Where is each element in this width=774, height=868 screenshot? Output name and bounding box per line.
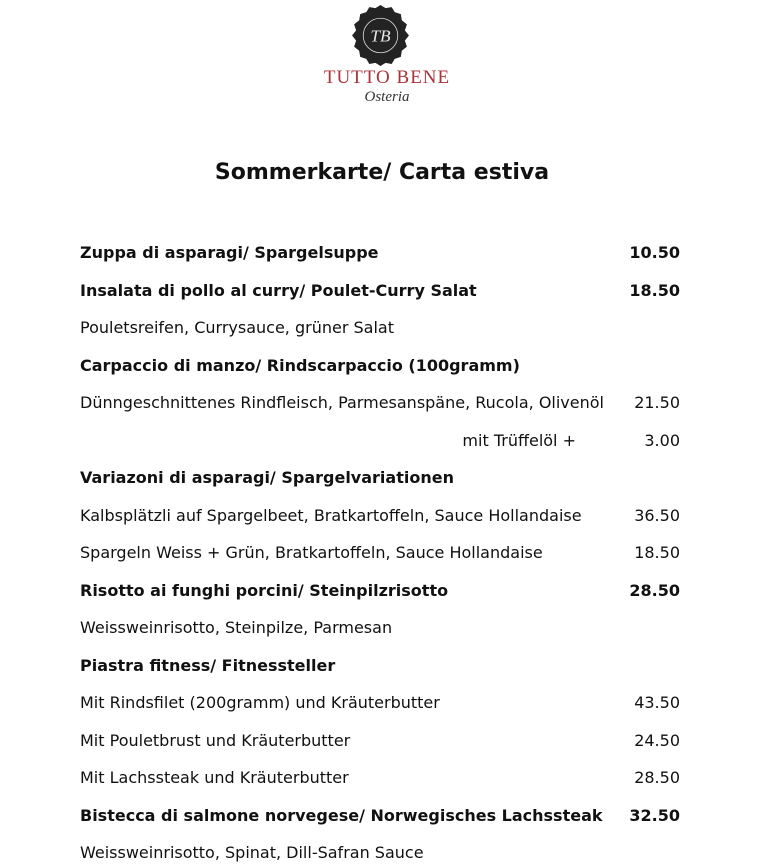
menu-item-heading (80, 353, 680, 379)
menu-item-line (80, 315, 680, 341)
menu-item-line (80, 390, 680, 416)
menu-item-line (80, 615, 680, 641)
menu-item-text: Piastra fitness/ Fitnessteller (80, 655, 336, 675)
menu-item-price: 28.50 (629, 580, 680, 600)
menu-item-heading (80, 278, 680, 304)
menu-item-text: Weissweinrisotto, Spinat, Dill-Safran Sauce (80, 843, 424, 862)
menu-item-line (80, 728, 680, 754)
menu-item-line (80, 840, 680, 866)
menu-item-text: Mit Pouletbrust und Kräuterbutter (80, 730, 351, 750)
menu-item-heading (80, 578, 680, 604)
logo-seal (348, 3, 413, 68)
menu-item-text: Mit Lachssteak und Kräuterbutter (80, 768, 349, 787)
menu-item-text: Variazoni di asparagi/ Spargelvariationen (80, 468, 454, 487)
menu-item-text: Pouletsreifen, Currysauce, grüner Salat (80, 318, 394, 337)
menu-item-heading (80, 653, 680, 679)
menu-item-text: mit Trüffelöl + (462, 430, 576, 450)
menu-item-line (80, 690, 680, 716)
menu-item-text: Carpaccio di manzo/ Rindscarpaccio (100gramm) (80, 355, 520, 375)
menu-item-price: 43.50 (634, 693, 680, 712)
menu-item-line (80, 428, 680, 454)
menu-item-heading (80, 240, 680, 266)
menu-item-price: 21.50 (634, 393, 680, 412)
menu-item-price: 24.50 (634, 730, 680, 750)
menu-item-price: 36.50 (634, 505, 680, 525)
menu-item-line (80, 503, 680, 529)
menu-item-text: Dünngeschnittenes Rindfleisch, Parmesanspäne, Rucola, Olivenöl (80, 393, 604, 412)
menu-item-price: 3.00 (644, 430, 680, 450)
logo-monogram: TB (370, 26, 391, 46)
menu-title: Sommerkarte/ Carta estiva (214, 160, 550, 185)
restaurant-name: TUTTO BENE (323, 67, 451, 88)
menu-item-line (80, 765, 680, 791)
menu-item-price: 18.50 (629, 280, 680, 300)
menu-item-text: Zuppa di asparagi/ Spargelsuppe (80, 243, 379, 262)
menu-item-price: 28.50 (634, 768, 680, 787)
menu-item-heading (80, 803, 680, 829)
menu-item-text: Kalbsplätzli auf Spargelbeet, Bratkartoffeln, Sauce Hollandaise (80, 505, 582, 525)
restaurant-subtitle: Osteria (364, 89, 410, 105)
menu-item-line (80, 540, 680, 566)
menu-item-text: Bistecca di salmone norvegese/ Norwegisches Lachssteak (80, 805, 603, 825)
menu-item-text: Spargeln Weiss + Grün, Bratkartoffeln, Sauce Hollandaise (80, 543, 543, 562)
menu-item-text: Risotto ai funghi porcini/ Steinpilzrisotto (80, 580, 449, 600)
menu-item-text: Insalata di pollo al curry/ Poulet-Curry Salat (80, 280, 477, 300)
menu-item-price: 32.50 (629, 805, 680, 825)
menu-item-text: Mit Rindsfilet (200gramm) und Kräuterbutter (80, 693, 440, 712)
menu-item-text: Weissweinrisotto, Steinpilze, Parmesan (80, 618, 393, 637)
menu-item-price: 10.50 (629, 243, 680, 262)
menu-item-heading (80, 465, 680, 491)
menu-item-price: 18.50 (634, 543, 680, 562)
